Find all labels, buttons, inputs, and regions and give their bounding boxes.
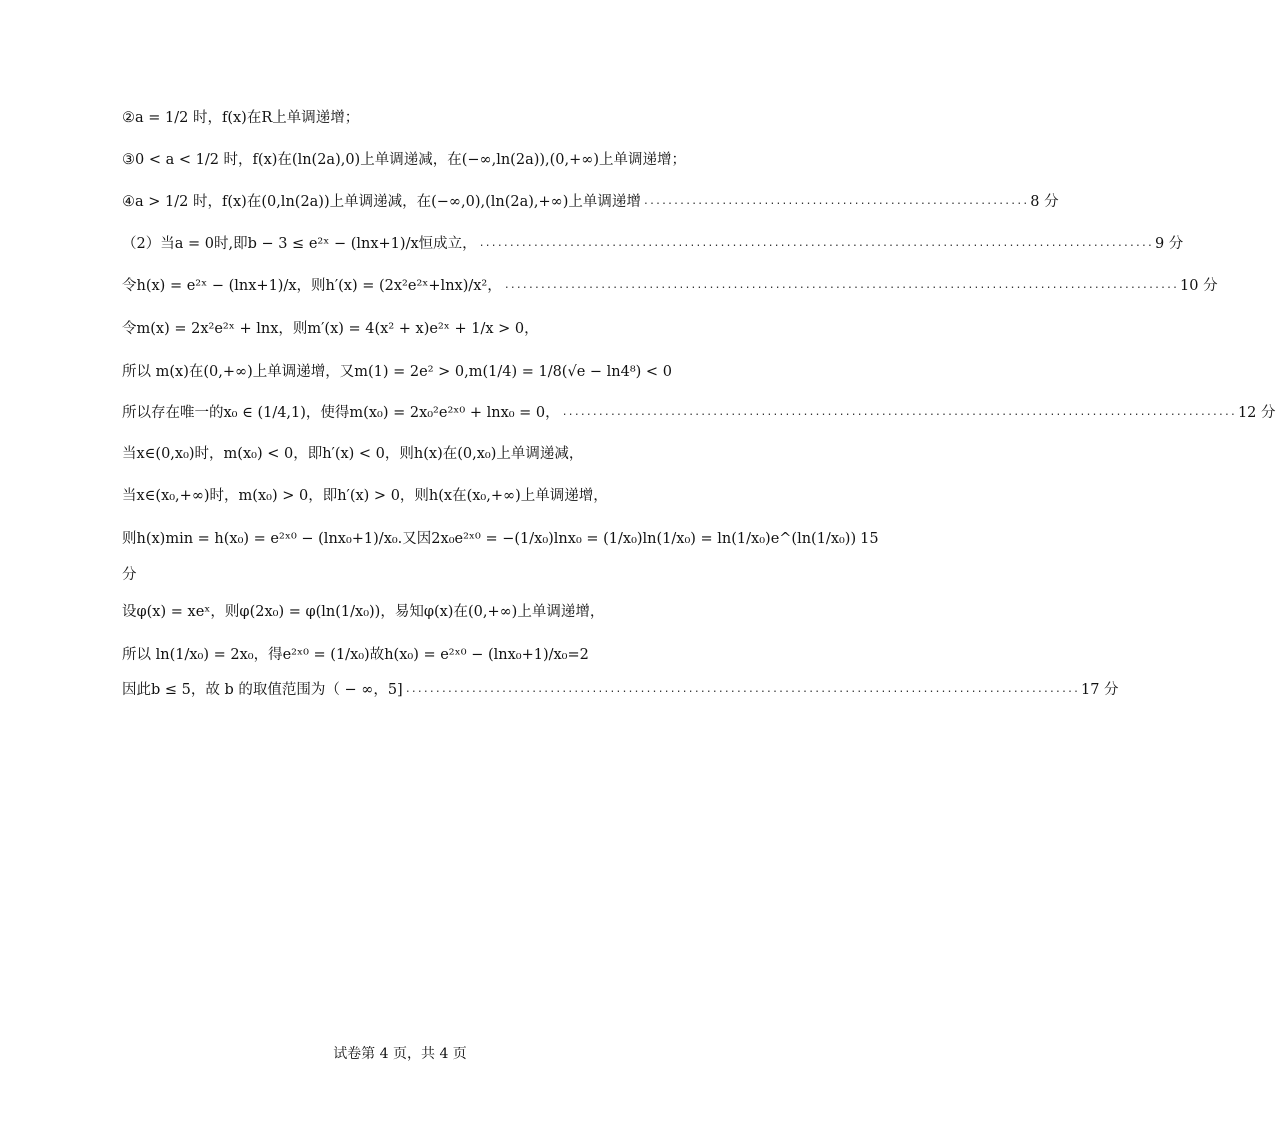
leader-dots: ................................................................................................................ <box>478 238 1153 249</box>
line-text: ④a > 1/2 时，f(x)在(0,ln(2a))上单调递减，在(−∞,0),(ln(2a),+∞)上单调递增 <box>122 194 641 210</box>
unique-x0-line <box>122 401 1276 425</box>
line-text: 当x∈(0,x₀)时，m(x₀) < 0，即h′(x) < 0，则h(x)在(0,x₀)上单调递减， <box>122 446 584 462</box>
phi-line <box>122 600 684 624</box>
leader-dots: ................................................................................................................ <box>561 407 1236 418</box>
page-footer: 试卷第 4 页，共 4 页 <box>333 1046 467 1062</box>
case-4-line <box>122 190 1059 214</box>
case-2-line <box>122 106 684 130</box>
score-label: 17 分 <box>1081 682 1119 698</box>
line-text: 令h(x) = e²ˣ − (lnx+1)/x，则h′(x) = (2x²e²ˣ+lnx)/x²， <box>122 278 502 294</box>
final-answer-line <box>122 678 1119 702</box>
part-2-line <box>122 232 1184 256</box>
line-text: 当x∈(x₀,+∞)时，m(x₀) > 0，即h′(x) > 0，则h(x在(x₀,+∞)上单调递增， <box>122 488 608 504</box>
conclude-h-line <box>122 643 684 667</box>
score-continuation: 分 <box>122 567 137 583</box>
define-h-line <box>122 274 1218 298</box>
line-text: 则h(x)min = h(x₀) = e²ˣ⁰ − (lnx₀+1)/x₀.又因2x₀e²ˣ⁰ = −(1/x₀)lnx₀ = (1/x₀)ln(1/x₀) = ln(1/x₀)e^(ln(1/x₀)) <box>122 531 857 547</box>
score-label: 9 分 <box>1154 236 1184 252</box>
score-label: 10 分 <box>1180 278 1218 294</box>
line-text: ②a = 1/2 时，f(x)在R上单调递增； <box>122 110 360 126</box>
score-label: 12 分 <box>1237 405 1276 421</box>
line-text: 设φ(x) = xeˣ，则φ(2x₀) = φ(ln(1/x₀))，易知φ(x)在(0,+∞)上单调递增， <box>122 604 605 620</box>
increasing-interval-line <box>122 484 684 508</box>
line-text: ③0 < a < 1/2 时，f(x)在(ln(2a),0)上单调递减，在(−∞,ln(2a)),(0,+∞)上单调递增； <box>122 152 687 168</box>
score-label: 15 <box>860 531 879 547</box>
leader-dots: ................................................................................................................ <box>503 280 1179 291</box>
line-text: 令m(x) = 2x²e²ˣ + lnx，则m′(x) = 4(x² + x)e²ˣ + 1/x > 0， <box>122 321 539 337</box>
leader-dots: ................................................................ <box>642 196 1029 207</box>
h-min-line <box>122 527 879 551</box>
line-text: 所以存在唯一的x₀ ∈ (1/4,1)，使得m(x₀) = 2x₀²e²ˣ⁰ + lnx₀ = 0， <box>122 405 560 421</box>
define-m-line <box>122 317 684 341</box>
decreasing-interval-line <box>122 442 684 466</box>
leader-dots: ................................................................................................................ <box>404 684 1079 695</box>
line-text: 因此b ≤ 5，故 b 的取值范围为（ − ∞，5] <box>122 682 403 698</box>
m-increasing-line <box>122 360 684 384</box>
score-label: 8 分 <box>1030 194 1059 210</box>
line-text: 所以 ln(1/x₀) = 2x₀，得e²ˣ⁰ = (1/x₀)故h(x₀) = e²ˣ⁰ − (lnx₀+1)/x₀=2 <box>122 647 589 663</box>
case-3-line <box>122 148 687 172</box>
line-text: （2）当a = 0时,即b − 3 ≤ e²ˣ − (lnx+1)/x恒成立， <box>122 236 477 252</box>
line-text: 所以 m(x)在(0,+∞)上单调递增，又m(1) = 2e² > 0,m(1/4) = 1/8(√e − ln4⁸) < 0 <box>122 364 672 380</box>
